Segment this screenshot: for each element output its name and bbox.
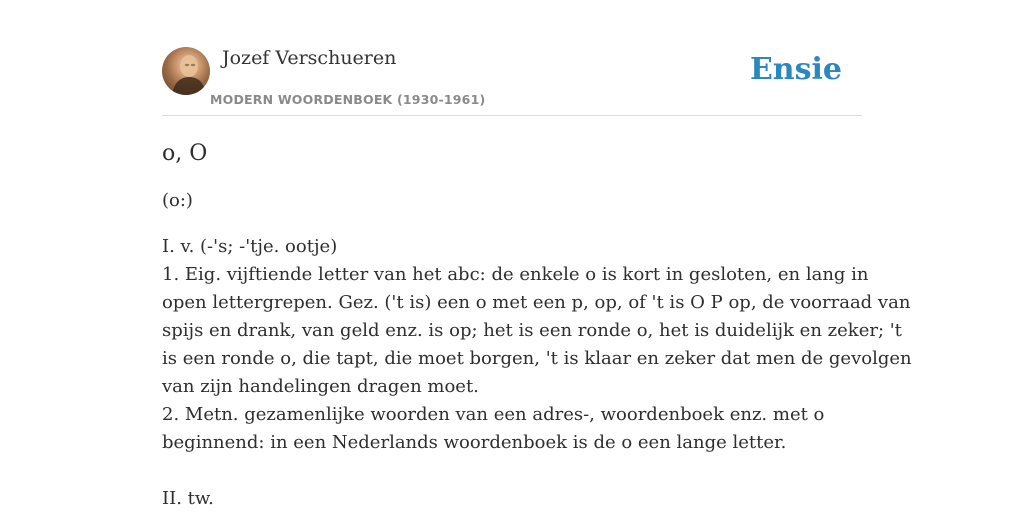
definition-line: 1. Eig. vijftiende letter van het abc: de enkele o is kort in gesloten, en lang in — [162, 264, 869, 285]
definition-line — [162, 457, 872, 485]
portrait-icon — [162, 47, 210, 95]
pronunciation: (o:) — [162, 190, 193, 211]
definition-line: 2. Metn. gezamenlijke woorden van een adres-, woordenboek enz. met o — [162, 404, 825, 425]
entry-header — [162, 46, 862, 116]
brand-logo[interactable]: Ensie — [749, 52, 842, 87]
definition-line: van zijn handelingen dragen moet. — [162, 376, 479, 397]
definition-line: spijs en drank, van geld enz. is op; het is een ronde o, het is duidelijk en zeker; 't — [162, 320, 902, 341]
definition-line: beginnend: in een Nederlands woordenboek is de o een lange letter. — [162, 432, 787, 453]
source-title[interactable]: MODERN WOORDENBOEK (1930-1961) — [210, 92, 486, 107]
author-avatar[interactable] — [162, 47, 210, 95]
entry-content — [162, 138, 912, 512]
definition-text — [162, 233, 912, 512]
definition-line: II. tw. — [162, 488, 214, 509]
definition-line: I. v. (-'s; -'tje. ootje) — [162, 236, 338, 257]
author-name[interactable]: Jozef Verschueren — [222, 47, 397, 69]
headword: o, O — [162, 141, 208, 166]
definition-line: open lettergrepen. Gez. ('t is) een o met een p, op, of 't is O P op, de voorraad van — [162, 292, 911, 313]
definition-line: is een ronde o, die tapt, die moet borgen, 't is klaar en zeker dat men de gevolgen — [162, 348, 912, 369]
